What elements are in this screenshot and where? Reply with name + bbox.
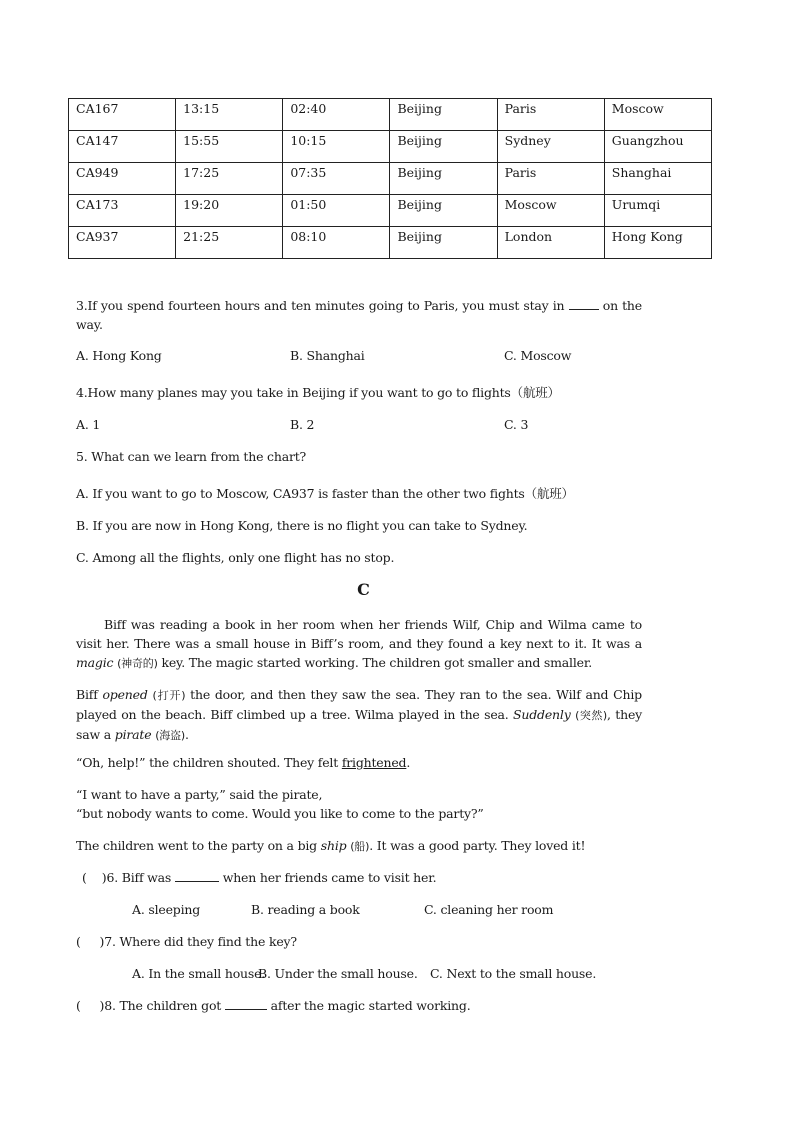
cell-departure-time: 15:55: [176, 131, 283, 163]
cell-arrival-time: 01:50: [283, 195, 390, 227]
word-frightened: frightened: [341, 755, 407, 770]
question-3-option-c: C. Moscow: [504, 348, 572, 363]
question-7-option-a: A. In the small house.: [132, 966, 266, 981]
cell-departure-time: 17:25: [176, 163, 283, 195]
answer-blank[interactable]: [175, 871, 219, 882]
cell-arrival-time: 02:40: [283, 99, 390, 131]
cell-flight-number: CA167: [69, 99, 176, 131]
cell-departure-city: Beijing: [390, 227, 497, 259]
flight-table-body: [69, 99, 712, 259]
cell-destination: Paris: [497, 99, 604, 131]
cell-departure-city: Beijing: [390, 195, 497, 227]
question-3: [76, 296, 642, 334]
word-ship: ship: [320, 838, 347, 853]
word-opened-translation: (打开): [152, 689, 186, 702]
question-7: [76, 934, 297, 949]
word-magic: magic: [76, 655, 114, 670]
word-suddenly-translation: (突然): [575, 709, 608, 722]
cell-stop: Hong Kong: [604, 227, 711, 259]
cell-arrival-time: 10:15: [283, 131, 390, 163]
question-4-option-b: B. 2: [290, 417, 315, 432]
question-4-option-a: A. 1: [76, 417, 101, 432]
word-ship-translation: (船): [350, 840, 370, 853]
word-pirate-translation: (海盗): [155, 729, 186, 742]
passage-text: Biff was reading a book in her room when her friends Wilf, Chip and Wilma came to visit her. There was a small house in Biff’s room, and they found a key next to it. It was a: [76, 617, 642, 651]
cell-arrival-time: 07:35: [283, 163, 390, 195]
cell-departure-time: 13:15: [176, 99, 283, 131]
passage-text: . It was a good party. They loved it!: [369, 838, 586, 853]
cell-departure-time: 19:20: [176, 195, 283, 227]
question-8-text-end: after the magic started working.: [270, 998, 471, 1013]
question-5-option-c: C. Among all the flights, only one flight has no stop.: [76, 550, 395, 565]
passage-text: .: [185, 727, 189, 742]
passage-paragraph-2: [76, 685, 642, 745]
answer-parentheses[interactable]: ( ): [82, 870, 107, 885]
question-6-text: 6. Biff was: [106, 870, 172, 885]
cell-flight-number: CA949: [69, 163, 176, 195]
passage-paragraph-4-line-1: “I want to have a party,” said the pirate,: [76, 787, 323, 802]
answer-parentheses[interactable]: ( ): [76, 998, 105, 1013]
answer-parentheses[interactable]: ( ): [76, 934, 105, 949]
question-7-option-c: C. Next to the small house.: [430, 966, 597, 981]
word-magic-translation: (神奇的): [117, 657, 158, 670]
table-row: [69, 195, 712, 227]
question-7-text: 7. Where did they find the key?: [104, 934, 297, 949]
passage-paragraph-3: [76, 755, 410, 770]
table-row: [69, 131, 712, 163]
cell-flight-number: CA147: [69, 131, 176, 163]
table-row: [69, 163, 712, 195]
cell-destination: London: [497, 227, 604, 259]
passage-text: , they saw a: [76, 707, 643, 742]
answer-blank: [569, 299, 599, 310]
question-8-text: 8. The children got: [104, 998, 222, 1013]
word-opened: opened: [102, 687, 148, 702]
question-7-option-b: B. Under the small house.: [258, 966, 418, 981]
cell-destination: Paris: [497, 163, 604, 195]
cell-departure-time: 21:25: [176, 227, 283, 259]
question-3-option-a: A. Hong Kong: [76, 348, 162, 363]
passage-text: Biff: [76, 687, 98, 702]
cell-destination: Moscow: [497, 195, 604, 227]
cell-stop: Moscow: [604, 99, 711, 131]
passage-paragraph-1: [76, 615, 642, 673]
table-row: [69, 227, 712, 259]
passage-text: key. The magic started working. The children got smaller and smaller.: [161, 655, 593, 670]
question-5-option-a: A. If you want to go to Moscow, CA937 is faster than the other two fights（航班）: [76, 486, 574, 501]
question-3-text-end: on the way.: [76, 298, 642, 332]
question-6-option-b: B. reading a book: [251, 902, 360, 917]
passage-text: .: [406, 755, 411, 770]
cell-arrival-time: 08:10: [283, 227, 390, 259]
question-4-option-c: C. 3: [504, 417, 529, 432]
passage-text: the door, and then they saw the sea. They ran to the sea. Wilf and Chip played on the beach. Biff climbed up a tree. Wilma played in the sea.: [76, 687, 642, 722]
question-5-text: 5. What can we learn from the chart?: [76, 449, 307, 464]
cell-flight-number: CA173: [69, 195, 176, 227]
cell-departure-city: Beijing: [390, 99, 497, 131]
question-4-text: 4.How many planes may you take in Beijing if you want to go to flights（航班）: [76, 385, 560, 400]
question-6-option-a: A. sleeping: [132, 902, 201, 917]
question-8: [76, 998, 471, 1013]
cell-departure-city: Beijing: [390, 163, 497, 195]
word-suddenly: Suddenly: [513, 707, 571, 722]
flight-table: [68, 98, 712, 259]
passage-paragraph-4-line-2: “but nobody wants to come. Would you like to come to the party?”: [76, 806, 484, 821]
word-pirate: pirate: [114, 727, 152, 742]
passage-text: “Oh, help!” the children shouted. They felt: [76, 755, 339, 770]
table-row: [69, 99, 712, 131]
cell-stop: Urumqi: [604, 195, 711, 227]
question-3-text: 3.If you spend fourteen hours and ten minutes going to Paris, you must stay in: [76, 298, 565, 313]
passage-text: The children went to the party on a big: [76, 838, 317, 853]
cell-stop: Guangzhou: [604, 131, 711, 163]
cell-destination: Sydney: [497, 131, 604, 163]
question-6-option-c: C. cleaning her room: [424, 902, 554, 917]
cell-stop: Shanghai: [604, 163, 711, 195]
cell-departure-city: Beijing: [390, 131, 497, 163]
passage-paragraph-5: [76, 838, 585, 854]
question-6: [82, 870, 436, 885]
question-5-option-b: B. If you are now in Hong Kong, there is no flight you can take to Sydney.: [76, 518, 528, 533]
cell-flight-number: CA937: [69, 227, 176, 259]
question-3-option-b: B. Shanghai: [290, 348, 365, 363]
answer-blank[interactable]: [225, 999, 267, 1010]
question-6-text-end: when her friends came to visit her.: [222, 870, 437, 885]
section-heading: C: [357, 580, 370, 599]
